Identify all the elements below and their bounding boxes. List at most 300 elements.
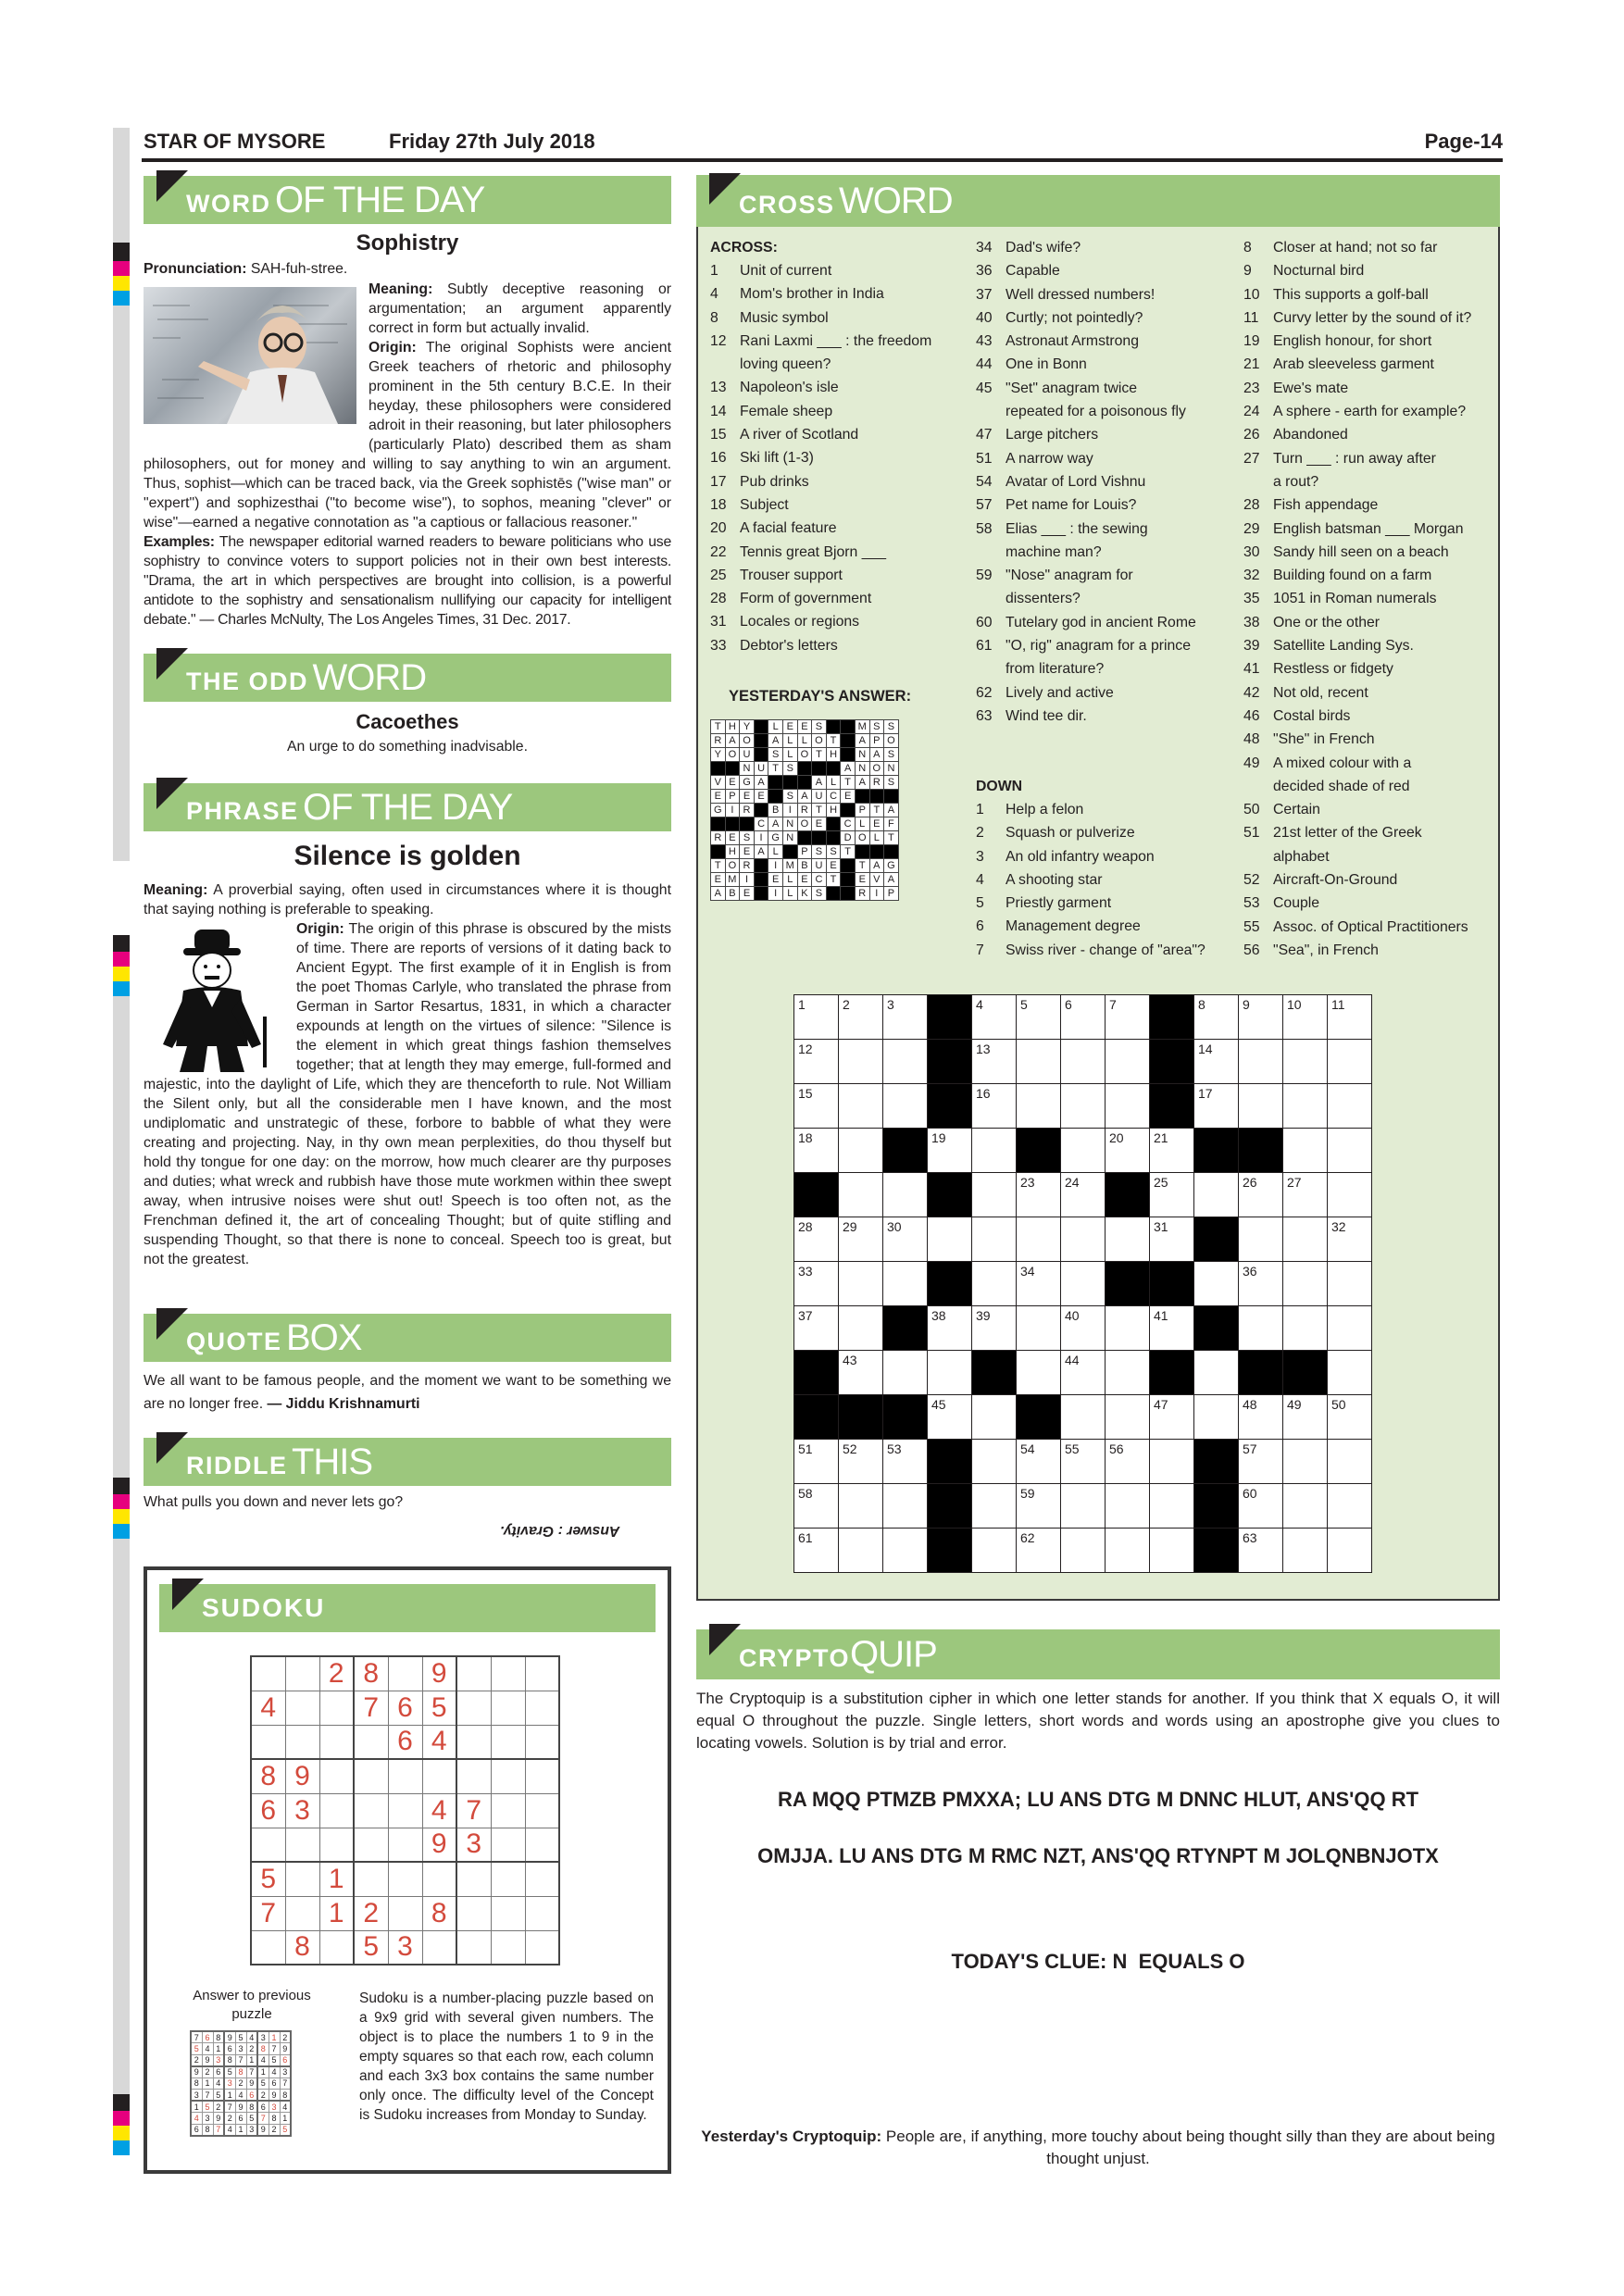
answer-cell: S bbox=[812, 887, 827, 901]
crossword-cell[interactable] bbox=[1106, 1395, 1150, 1440]
answer-cell: 5 bbox=[191, 2043, 202, 2055]
black-square bbox=[928, 1529, 972, 1573]
clue-item bbox=[1243, 330, 1498, 353]
sudoku-cell[interactable] bbox=[251, 1930, 285, 1965]
sudoku-cell: 9 bbox=[422, 1828, 456, 1862]
crossword-cell[interactable]: 16 bbox=[972, 1084, 1017, 1129]
crossword-cell[interactable] bbox=[1328, 1129, 1372, 1173]
crossword-cell[interactable] bbox=[1194, 1173, 1239, 1217]
crossword-cell[interactable] bbox=[1283, 1217, 1328, 1262]
wotd-origin: Origin: The original Sophists were ancient Greek teachers of rhetoric and philosophy prominent in the 5th century B.C.E. In their heyday, these philosophers were considered adroit in their reasoning, but later philosophers (particularly Plato) described them as sham philosophers, out for money and willing to say anything to win an argument. Thus, sophist—which can be traced back, via the Greek sophistēs ("wise man" or "expert") and sophizesthai ("to become wise"), to sophos, meaning "clever" or wise"—earned a negative connotation as "a captious or fallacious reasoner." bbox=[144, 340, 671, 530]
crossword-cell[interactable]: 32 bbox=[1328, 1217, 1372, 1262]
crossword-cell[interactable] bbox=[883, 1173, 928, 1217]
crossword-cell[interactable]: 19 bbox=[928, 1129, 972, 1173]
answer-cell: O bbox=[869, 762, 884, 776]
crossword-cell[interactable]: 62 bbox=[1017, 1529, 1061, 1573]
clue-number: 18 bbox=[710, 496, 727, 513]
answer-cell: 3 bbox=[202, 2113, 213, 2125]
crossword-cell[interactable] bbox=[1061, 1529, 1106, 1573]
crossword-cell[interactable] bbox=[1283, 1484, 1328, 1529]
crossword-cell[interactable] bbox=[1328, 1173, 1372, 1217]
sudoku-cell[interactable] bbox=[388, 1896, 422, 1930]
crossword-cell[interactable] bbox=[1328, 1084, 1372, 1129]
black-square bbox=[841, 748, 856, 762]
clue-text: Curtly; not pointedly? bbox=[1006, 309, 1143, 326]
clue-number: 35 bbox=[1243, 591, 1260, 607]
crossword-cell[interactable] bbox=[1106, 1217, 1150, 1262]
crossword-cell[interactable] bbox=[972, 1440, 1017, 1484]
crossword-cell[interactable] bbox=[839, 1484, 883, 1529]
crossword-cell[interactable] bbox=[1328, 1306, 1372, 1351]
sudoku-cell[interactable] bbox=[319, 1759, 354, 1793]
sudoku-cell[interactable] bbox=[491, 1862, 525, 1896]
sudoku-cell[interactable] bbox=[456, 1862, 491, 1896]
crossword-cell[interactable] bbox=[1194, 1262, 1239, 1306]
crossword-cell[interactable] bbox=[839, 1084, 883, 1129]
sudoku-cell[interactable] bbox=[285, 1725, 319, 1759]
crossword-cell[interactable] bbox=[1283, 1084, 1328, 1129]
crossword-cell[interactable] bbox=[1328, 1529, 1372, 1573]
answer-cell: 7 bbox=[213, 2124, 224, 2136]
crossword-cell[interactable]: 15 bbox=[794, 1084, 839, 1129]
clue-number: 4 bbox=[976, 871, 984, 888]
crossword-cell[interactable]: 8 bbox=[1194, 995, 1239, 1040]
crossword-cell[interactable] bbox=[1328, 1040, 1372, 1084]
clue-number: 31 bbox=[710, 614, 727, 630]
crossword-cell[interactable]: 47 bbox=[1150, 1395, 1194, 1440]
color-mark bbox=[113, 276, 130, 291]
answer-cell: P bbox=[884, 887, 899, 901]
sudoku-cell[interactable] bbox=[319, 1725, 354, 1759]
crossword-cell[interactable]: 1 bbox=[794, 995, 839, 1040]
sudoku-cell[interactable] bbox=[491, 1793, 525, 1828]
answer-cell: Y bbox=[711, 748, 726, 762]
sudoku-cell[interactable] bbox=[491, 1828, 525, 1862]
crossword-cell[interactable]: 5 bbox=[1017, 995, 1061, 1040]
black-square bbox=[928, 1440, 972, 1484]
sudoku-cell[interactable] bbox=[491, 1656, 525, 1691]
black-square bbox=[782, 776, 797, 790]
crossword-cell[interactable]: 30 bbox=[883, 1217, 928, 1262]
sudoku-cell[interactable] bbox=[422, 1930, 456, 1965]
crossword-cell[interactable] bbox=[1283, 1440, 1328, 1484]
sudoku-cell[interactable] bbox=[525, 1896, 559, 1930]
answer-cell: S bbox=[740, 831, 755, 845]
answer-cell: A bbox=[884, 804, 899, 817]
crossword-cell[interactable]: 60 bbox=[1239, 1484, 1283, 1529]
sudoku-cell[interactable] bbox=[319, 1793, 354, 1828]
crossword-cell[interactable]: 57 bbox=[1239, 1440, 1283, 1484]
crossword-cell[interactable]: 10 bbox=[1283, 995, 1328, 1040]
crossword-cell[interactable]: 28 bbox=[794, 1217, 839, 1262]
crossword-cell[interactable]: 34 bbox=[1017, 1262, 1061, 1306]
clue-text: "Set" anagram twice bbox=[1006, 380, 1138, 396]
crossword-cell[interactable]: 38 bbox=[928, 1306, 972, 1351]
clue-item bbox=[710, 634, 969, 657]
clue-text: A river of Scotland bbox=[740, 427, 859, 443]
corner-triangle-icon bbox=[172, 1578, 204, 1610]
crossword-cell[interactable]: 31 bbox=[1150, 1217, 1194, 1262]
crossword-cell[interactable]: 33 bbox=[794, 1262, 839, 1306]
crossword-cell[interactable] bbox=[1061, 1217, 1106, 1262]
crossword-cell[interactable]: 37 bbox=[794, 1306, 839, 1351]
clue-item bbox=[710, 306, 969, 330]
sudoku-cell[interactable] bbox=[388, 1862, 422, 1896]
crossword-cell[interactable] bbox=[1283, 1306, 1328, 1351]
crossword-cell[interactable] bbox=[1239, 1306, 1283, 1351]
crossword-cell[interactable]: 56 bbox=[1106, 1440, 1150, 1484]
answer-cell: I bbox=[869, 887, 884, 901]
clue-text: One or the other bbox=[1273, 614, 1380, 630]
sudoku-cell: 4 bbox=[422, 1793, 456, 1828]
crossword-cell[interactable] bbox=[883, 1529, 928, 1573]
crossword-cell[interactable]: 20 bbox=[1106, 1129, 1150, 1173]
crossword-cell[interactable]: 24 bbox=[1061, 1173, 1106, 1217]
answer-cell: P bbox=[725, 790, 740, 804]
sudoku-cell[interactable] bbox=[354, 1862, 388, 1896]
crossword-cell[interactable] bbox=[883, 1262, 928, 1306]
oddword-word: Cacoethes bbox=[356, 710, 459, 733]
black-square bbox=[1194, 1306, 1239, 1351]
crossword-cell[interactable] bbox=[928, 1217, 972, 1262]
sudoku-cell[interactable] bbox=[285, 1828, 319, 1862]
answer-cell: E bbox=[740, 790, 755, 804]
sudoku-cell[interactable] bbox=[319, 1691, 354, 1725]
clue-number: 62 bbox=[976, 684, 993, 701]
crossword-cell[interactable] bbox=[1061, 1084, 1106, 1129]
sudoku-cell[interactable] bbox=[525, 1862, 559, 1896]
crossword-cell[interactable] bbox=[972, 1529, 1017, 1573]
crossword-cell[interactable] bbox=[1328, 1484, 1372, 1529]
crossword-cell[interactable]: 4 bbox=[972, 995, 1017, 1040]
sudoku-cell[interactable] bbox=[354, 1759, 388, 1793]
answer-cell: 9 bbox=[269, 2090, 280, 2102]
clue-number: 39 bbox=[1243, 638, 1260, 655]
crossword-cell[interactable] bbox=[1328, 1262, 1372, 1306]
answer-cell: M bbox=[782, 859, 797, 873]
answer-cell: 5 bbox=[224, 2066, 235, 2078]
clue-text: Tennis great Bjorn ___ bbox=[740, 543, 887, 560]
crossword-cell[interactable]: 49 bbox=[1283, 1395, 1328, 1440]
crossword-cell[interactable] bbox=[1106, 1040, 1150, 1084]
answer-cell: V bbox=[869, 873, 884, 887]
crossword-cell[interactable]: 27 bbox=[1283, 1173, 1328, 1217]
crossword-cell[interactable]: 48 bbox=[1239, 1395, 1283, 1440]
sudoku-cell[interactable] bbox=[388, 1793, 422, 1828]
crossword-cell[interactable] bbox=[1283, 1529, 1328, 1573]
black-square bbox=[754, 804, 768, 817]
crossword-cell[interactable] bbox=[839, 1173, 883, 1217]
crossword-cell[interactable] bbox=[972, 1262, 1017, 1306]
crossword-cell[interactable]: 7 bbox=[1106, 995, 1150, 1040]
crossword-cell[interactable] bbox=[972, 1129, 1017, 1173]
wotd-header: WORD OF THE DAY bbox=[144, 176, 671, 224]
clue-item bbox=[1243, 681, 1498, 705]
sudoku-cell: 7 bbox=[251, 1896, 285, 1930]
sudoku-cell[interactable] bbox=[525, 1656, 559, 1691]
sudoku-cell[interactable] bbox=[525, 1930, 559, 1965]
answer-cell: S bbox=[884, 720, 899, 734]
crossword-cell[interactable] bbox=[839, 1040, 883, 1084]
crossword-cell[interactable] bbox=[1194, 1351, 1239, 1395]
sudoku-cell[interactable] bbox=[491, 1759, 525, 1793]
crossword-cell[interactable]: 18 bbox=[794, 1129, 839, 1173]
crossword-cell[interactable] bbox=[1061, 1129, 1106, 1173]
sudoku-cell[interactable] bbox=[525, 1828, 559, 1862]
crossword-cell[interactable] bbox=[1328, 1440, 1372, 1484]
crossword-cell[interactable]: 55 bbox=[1061, 1440, 1106, 1484]
crossword-cell[interactable] bbox=[883, 1040, 928, 1084]
answer-cell: 6 bbox=[280, 2054, 291, 2066]
sudoku-cell[interactable] bbox=[456, 1759, 491, 1793]
answer-cell: T bbox=[855, 859, 869, 873]
sudoku-cell[interactable] bbox=[319, 1828, 354, 1862]
answer-cell: E bbox=[782, 720, 797, 734]
crossword-cell[interactable]: 29 bbox=[839, 1217, 883, 1262]
crossword-cell[interactable] bbox=[1017, 1217, 1061, 1262]
answer-cell: H bbox=[725, 845, 740, 859]
sudoku-cell[interactable] bbox=[388, 1828, 422, 1862]
crossword-cell[interactable]: 12 bbox=[794, 1040, 839, 1084]
yesterday-answer-label: YESTERDAY'S ANSWER: bbox=[729, 688, 912, 705]
clue-number: 32 bbox=[1243, 568, 1260, 584]
crossword-cell[interactable]: 52 bbox=[839, 1440, 883, 1484]
crossword-grid[interactable] bbox=[793, 994, 1372, 1573]
crossword-cell[interactable] bbox=[1106, 1351, 1150, 1395]
crossword-cell[interactable] bbox=[1061, 1395, 1106, 1440]
crossword-cell[interactable] bbox=[839, 1529, 883, 1573]
crossword-cell[interactable]: 13 bbox=[972, 1040, 1017, 1084]
clue-item bbox=[710, 493, 969, 517]
answer-cell: L bbox=[782, 873, 797, 887]
crossword-cell[interactable] bbox=[1017, 1306, 1061, 1351]
crossword-cell[interactable] bbox=[928, 1351, 972, 1395]
answer-cell: I bbox=[725, 804, 740, 817]
answer-cell: 2 bbox=[224, 2113, 235, 2125]
sudoku-cell[interactable] bbox=[491, 1896, 525, 1930]
black-square bbox=[1194, 1529, 1239, 1573]
answer-cell: B bbox=[797, 859, 812, 873]
crossword-cell[interactable] bbox=[883, 1084, 928, 1129]
crossword-cell[interactable]: 3 bbox=[883, 995, 928, 1040]
crossword-cell[interactable]: 2 bbox=[839, 995, 883, 1040]
crossword-cell[interactable]: 25 bbox=[1150, 1173, 1194, 1217]
answer-cell: L bbox=[768, 845, 783, 859]
sudoku-cell[interactable] bbox=[525, 1691, 559, 1725]
crossword-cell[interactable]: 17 bbox=[1194, 1084, 1239, 1129]
answer-cell: M bbox=[725, 873, 740, 887]
crossword-cell[interactable] bbox=[839, 1306, 883, 1351]
clue-text: Costal birds bbox=[1273, 707, 1351, 724]
answer-cell: A bbox=[884, 873, 899, 887]
clue-text: An old infantry weapon bbox=[1006, 848, 1155, 865]
black-square bbox=[1194, 1129, 1239, 1173]
sudoku-cell[interactable] bbox=[456, 1656, 491, 1691]
crossword-cell[interactable] bbox=[1150, 1484, 1194, 1529]
answer-cell: T bbox=[841, 776, 856, 790]
crossword-cell[interactable]: 51 bbox=[794, 1440, 839, 1484]
sudoku-cell[interactable] bbox=[354, 1725, 388, 1759]
crossword-cell[interactable] bbox=[972, 1395, 1017, 1440]
black-square bbox=[754, 748, 768, 762]
sudoku-cell[interactable] bbox=[422, 1862, 456, 1896]
answer-cell: O bbox=[884, 734, 899, 748]
answer-cell: E bbox=[725, 776, 740, 790]
sudoku-cell[interactable] bbox=[251, 1656, 285, 1691]
black-square bbox=[884, 845, 899, 859]
clue-number: 55 bbox=[1243, 918, 1260, 935]
crossword-cell[interactable] bbox=[883, 1351, 928, 1395]
crossword-cell[interactable] bbox=[1106, 1529, 1150, 1573]
clue-item bbox=[1243, 541, 1498, 564]
answer-cell: E bbox=[740, 845, 755, 859]
crossword-cell[interactable]: 61 bbox=[794, 1529, 839, 1573]
crossword-cell[interactable] bbox=[883, 1484, 928, 1529]
answer-cell: 1 bbox=[213, 2043, 224, 2055]
clue-item bbox=[710, 423, 969, 446]
crossword-cell[interactable]: 9 bbox=[1239, 995, 1283, 1040]
answer-cell: H bbox=[826, 748, 841, 762]
sudoku-cell[interactable] bbox=[251, 1828, 285, 1862]
answer-cell: C bbox=[826, 790, 841, 804]
crossword-cell[interactable] bbox=[1106, 1484, 1150, 1529]
clue-number: 45 bbox=[976, 380, 993, 396]
clue-text: A facial feature bbox=[740, 520, 837, 537]
answer-cell: 4 bbox=[269, 2066, 280, 2078]
crossword-cell[interactable]: 23 bbox=[1017, 1173, 1061, 1217]
clue-number: 34 bbox=[976, 240, 993, 256]
clue-text: Form of government bbox=[740, 591, 872, 607]
crossword-cell[interactable] bbox=[1061, 1040, 1106, 1084]
crossword-cell[interactable] bbox=[1328, 1351, 1372, 1395]
clue-number: 10 bbox=[1243, 286, 1260, 303]
clue-item bbox=[976, 587, 1240, 610]
clue-number: 21 bbox=[1243, 356, 1260, 373]
clue-item bbox=[976, 915, 1240, 938]
crossword-cell[interactable]: 50 bbox=[1328, 1395, 1372, 1440]
crossword-cell[interactable] bbox=[1283, 1040, 1328, 1084]
crossword-cell[interactable] bbox=[1283, 1262, 1328, 1306]
crossword-cell[interactable]: 43 bbox=[839, 1351, 883, 1395]
crossword-cell[interactable] bbox=[1194, 1395, 1239, 1440]
crossword-cell[interactable] bbox=[1239, 1217, 1283, 1262]
sudoku-cell[interactable] bbox=[251, 1725, 285, 1759]
crossword-cell[interactable] bbox=[1017, 1040, 1061, 1084]
crossword-cell[interactable]: 53 bbox=[883, 1440, 928, 1484]
sudoku-cell[interactable] bbox=[525, 1759, 559, 1793]
sudoku-cell[interactable] bbox=[388, 1656, 422, 1691]
sudoku-cell[interactable] bbox=[388, 1759, 422, 1793]
answer-cell: 7 bbox=[280, 2078, 291, 2090]
answer-cell: A bbox=[855, 734, 869, 748]
crossword-cell[interactable] bbox=[972, 1484, 1017, 1529]
crossword-cell[interactable] bbox=[1239, 1084, 1283, 1129]
crossword-cell[interactable] bbox=[1239, 1040, 1283, 1084]
clue-item bbox=[710, 610, 969, 633]
sudoku-cell[interactable] bbox=[319, 1930, 354, 1965]
sudoku-cell[interactable] bbox=[456, 1691, 491, 1725]
crossword-cell[interactable]: 14 bbox=[1194, 1040, 1239, 1084]
crossword-cell[interactable] bbox=[1283, 1129, 1328, 1173]
crossword-cell[interactable] bbox=[1017, 1084, 1061, 1129]
issue-date: Friday 27th July 2018 bbox=[389, 130, 595, 153]
answer-cell: T bbox=[869, 804, 884, 817]
crossword-cell[interactable] bbox=[1150, 1440, 1194, 1484]
crossword-cell[interactable]: 21 bbox=[1150, 1129, 1194, 1173]
answer-cell: A bbox=[754, 776, 768, 790]
black-square bbox=[1239, 1129, 1283, 1173]
answer-cell: 1 bbox=[224, 2090, 235, 2102]
answer-cell: R bbox=[855, 887, 869, 901]
sudoku-cell[interactable] bbox=[525, 1725, 559, 1759]
clue-text: Trouser support bbox=[740, 567, 843, 583]
crossword-cell[interactable]: 6 bbox=[1061, 995, 1106, 1040]
crossword-cell[interactable] bbox=[1061, 1484, 1106, 1529]
crossword-cell[interactable]: 58 bbox=[794, 1484, 839, 1529]
clue-text: dissenters? bbox=[1006, 591, 1081, 607]
crossword-cell[interactable]: 45 bbox=[928, 1395, 972, 1440]
crossword-cell[interactable] bbox=[839, 1262, 883, 1306]
crossword-cell[interactable]: 11 bbox=[1328, 995, 1372, 1040]
crossword-cell[interactable]: 39 bbox=[972, 1306, 1017, 1351]
answer-cell: 8 bbox=[224, 2054, 235, 2066]
crossword-cell[interactable] bbox=[972, 1173, 1017, 1217]
sudoku-cell[interactable] bbox=[354, 1828, 388, 1862]
clue-item bbox=[710, 517, 969, 540]
sudoku-cell[interactable] bbox=[525, 1793, 559, 1828]
crossword-cell[interactable]: 41 bbox=[1150, 1306, 1194, 1351]
crossword-cell[interactable]: 54 bbox=[1017, 1440, 1061, 1484]
sudoku-cell[interactable] bbox=[285, 1862, 319, 1896]
sudoku-cell[interactable] bbox=[456, 1930, 491, 1965]
sudoku-grid[interactable] bbox=[250, 1655, 560, 1965]
black-square bbox=[812, 831, 827, 845]
sudoku-cell[interactable] bbox=[491, 1930, 525, 1965]
crossword-cell[interactable] bbox=[1150, 1529, 1194, 1573]
clue-item bbox=[976, 283, 1240, 306]
crossword-cell[interactable] bbox=[972, 1217, 1017, 1262]
answer-cell: 7 bbox=[269, 2043, 280, 2055]
answer-cell: T bbox=[826, 734, 841, 748]
sudoku-cell: 5 bbox=[422, 1691, 456, 1725]
crossword-cell[interactable] bbox=[1106, 1306, 1150, 1351]
sudoku-cell[interactable] bbox=[456, 1725, 491, 1759]
sudoku-cell[interactable] bbox=[491, 1725, 525, 1759]
crossword-cell[interactable]: 44 bbox=[1061, 1351, 1106, 1395]
answer-cell: R bbox=[740, 859, 755, 873]
crossword-cell[interactable]: 40 bbox=[1061, 1306, 1106, 1351]
answer-cell: 1 bbox=[246, 2054, 257, 2066]
crossword-cell[interactable] bbox=[1017, 1351, 1061, 1395]
sudoku-cell[interactable] bbox=[491, 1691, 525, 1725]
crossword-cell[interactable] bbox=[1061, 1262, 1106, 1306]
sudoku-cell[interactable] bbox=[285, 1691, 319, 1725]
crossword-cell[interactable]: 36 bbox=[1239, 1262, 1283, 1306]
sudoku-cell[interactable] bbox=[456, 1896, 491, 1930]
sudoku-cell[interactable] bbox=[354, 1793, 388, 1828]
sudoku-cell[interactable] bbox=[285, 1896, 319, 1930]
crossword-cell[interactable]: 26 bbox=[1239, 1173, 1283, 1217]
clue-item bbox=[710, 330, 969, 353]
crossword-cell[interactable] bbox=[839, 1129, 883, 1173]
crossword-cell[interactable] bbox=[1106, 1084, 1150, 1129]
clue-item bbox=[976, 868, 1240, 892]
sudoku-cell[interactable] bbox=[285, 1656, 319, 1691]
clue-text: Satellite Landing Sys. bbox=[1273, 638, 1414, 655]
sudoku-cell[interactable] bbox=[422, 1759, 456, 1793]
crossword-cell[interactable]: 59 bbox=[1017, 1484, 1061, 1529]
crossword-cell[interactable]: 63 bbox=[1239, 1529, 1283, 1573]
